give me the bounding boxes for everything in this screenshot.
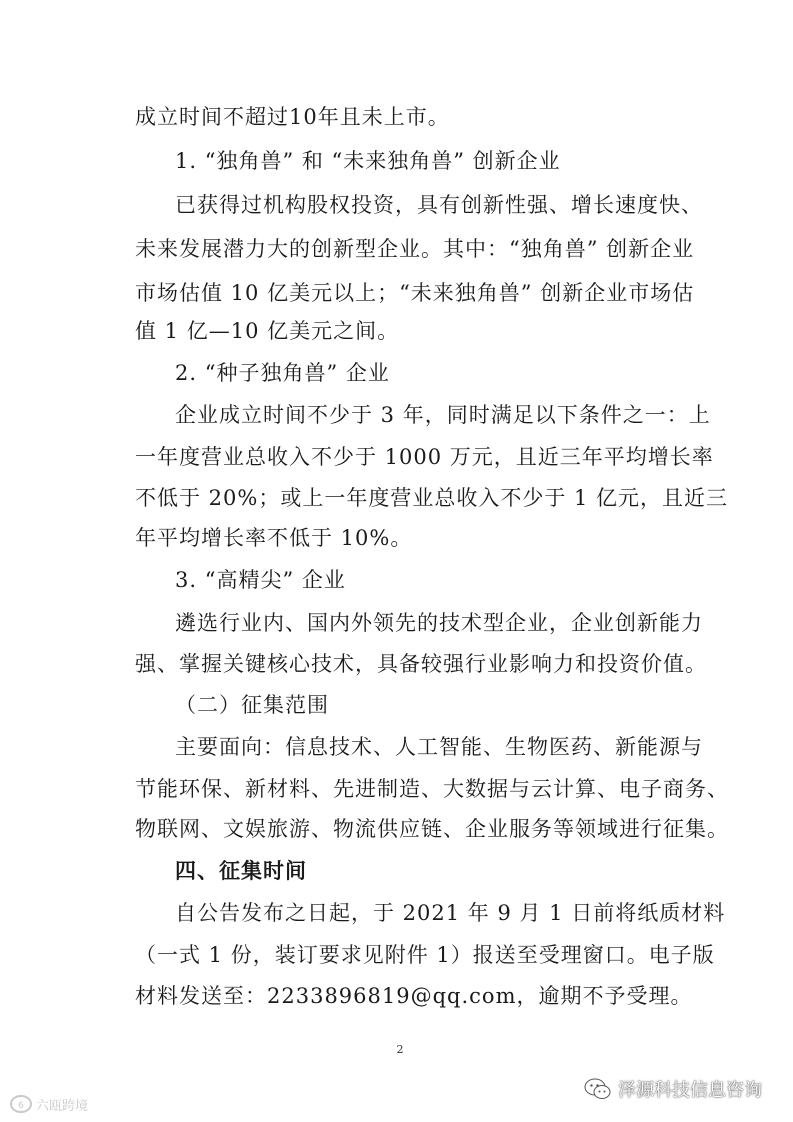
paragraph-line: 企业成立时间不少于 3 年，同时满足以下条件之一：上 [175, 403, 711, 427]
paragraph-line: 值 1 亿—10 亿美元之间。 [135, 319, 400, 343]
watermark-right [584, 1074, 762, 1104]
section-heading: 3. “高精尖” 企业 [175, 568, 346, 592]
chapter-heading: 四、征集时间 [175, 859, 307, 883]
paragraph-line: 自公告发布之日起，于 2021 年 9 月 1 日前将纸质材料 [175, 901, 726, 925]
paragraph-line: 未来发展潜力大的创新型企业。其中：“独角兽” 创新企业 [135, 237, 695, 261]
paragraph-line: 强、掌握关键核心技术，具备较强行业影响力和投资价值。 [135, 652, 707, 676]
paragraph-line: 不低于 20%；或上一年度营业总收入不少于 1 亿元，且近三 [135, 486, 729, 510]
paragraph-line: 节能环保、新材料、先进制造、大数据与云计算、电子商务、 [135, 777, 729, 801]
paragraph-line: 遴选行业内、国内外领先的技术型企业，企业创新能力 [175, 611, 703, 635]
watermark-logo-icon: 6 [10, 1095, 32, 1113]
paragraph-line: 市场估值 10 亿美元以上；“未来独角兽” 创新企业市场估 [135, 281, 695, 305]
paragraph-line: 成立时间不超过10年且未上市。 [135, 105, 450, 129]
paragraph-line: （一式 1 份，装订要求见附件 1）报送至受理窗口。电子版 [135, 943, 715, 967]
section-heading: 1. “独角兽” 和 “未来独角兽” 创新企业 [175, 149, 561, 173]
page-number: 2 [396, 1043, 404, 1056]
paragraph-line: 已获得过机构股权投资，具有创新性强、增长速度快、 [175, 193, 703, 217]
paragraph-line: 年平均增长率不低于 10%。 [135, 526, 413, 550]
paragraph-line: 一年度营业总收入不少于 1000 万元，且近三年平均增长率 [135, 445, 714, 469]
paragraph-line: 材料发送至：2233896819@qq.com，逾期不予受理。 [135, 984, 693, 1008]
wechat-icon [584, 1077, 612, 1101]
paragraph-line: 物联网、文娱旅游、物流供应链、企业服务等领域进行征集。 [135, 817, 729, 841]
watermark-left-text: 六瓯跨境 [36, 1098, 89, 1114]
section-heading: （二）征集范围 [175, 693, 329, 717]
section-heading: 2. “种子独角兽” 企业 [175, 361, 390, 385]
watermark-left [10, 1093, 88, 1115]
paragraph-line: 主要面向：信息技术、人工智能、生物医药、新能源与 [175, 735, 703, 759]
watermark-right-text: 泽源科技信息咨询 [618, 1080, 762, 1101]
